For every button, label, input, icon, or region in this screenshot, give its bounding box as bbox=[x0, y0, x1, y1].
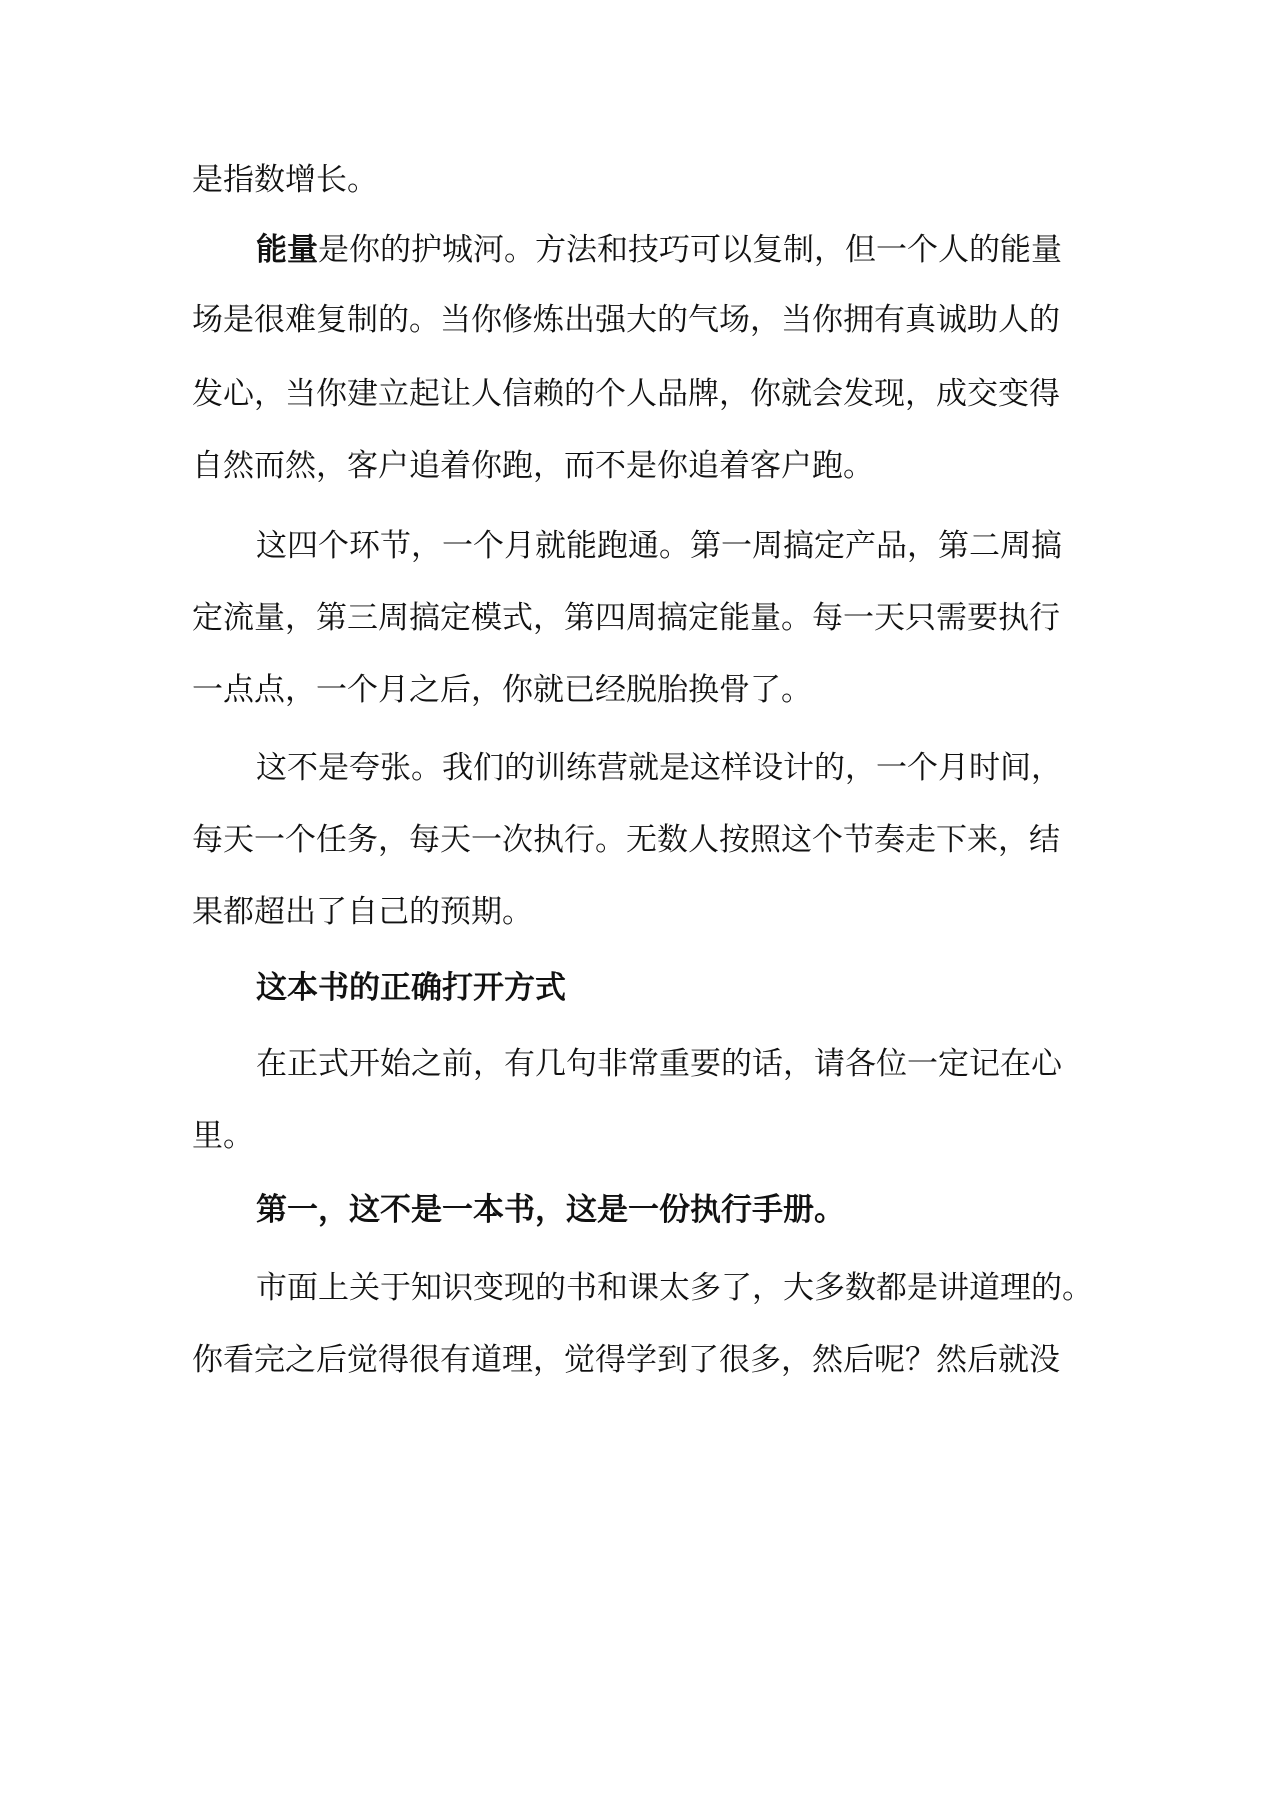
text-line: 市面上关于知识变现的书和课太多了，大多数都是讲道理的。 bbox=[256, 1270, 1093, 1306]
text-span: 是你的护城河。方法和技巧可以复制，但一个人的能量 bbox=[318, 232, 1062, 268]
text-line: 发心，当你建立起让人信赖的个人品牌，你就会发现，成交变得 bbox=[192, 376, 1060, 412]
text-line: 在正式开始之前，有几句非常重要的话，请各位一定记在心 bbox=[256, 1046, 1062, 1082]
text-line: 是指数增长。 bbox=[192, 162, 378, 198]
section-heading: 这本书的正确打开方式 bbox=[256, 970, 566, 1006]
text-line: 定流量，第三周搞定模式，第四周搞定能量。每一天只需要执行 bbox=[192, 600, 1060, 636]
paragraph-energy bbox=[256, 230, 1096, 270]
text-line: 自然而然，客户追着你跑，而不是你追着客户跑。 bbox=[192, 448, 874, 484]
text-line: 这四个环节，一个月就能跑通。第一周搞定产品，第二周搞 bbox=[256, 528, 1062, 564]
subsection-heading: 第一，这不是一本书，这是一份执行手册。 bbox=[256, 1192, 845, 1228]
text-line: 果都超出了自己的预期。 bbox=[192, 894, 533, 930]
text-line: 这不是夸张。我们的训练营就是这样设计的，一个月时间， bbox=[256, 750, 1062, 786]
text-line: 一点点，一个月之后，你就已经脱胎换骨了。 bbox=[192, 672, 812, 708]
text-line: 场是很难复制的。当你修炼出强大的气场，当你拥有真诚助人的 bbox=[192, 302, 1060, 338]
text-line: 里。 bbox=[192, 1118, 254, 1154]
text-line: 每天一个任务，每天一次执行。无数人按照这个节奏走下来，结 bbox=[192, 822, 1060, 858]
bold-term-energy: 能量 bbox=[256, 232, 318, 268]
text-line: 你看完之后觉得很有道理，觉得学到了很多，然后呢？然后就没 bbox=[192, 1342, 1060, 1378]
